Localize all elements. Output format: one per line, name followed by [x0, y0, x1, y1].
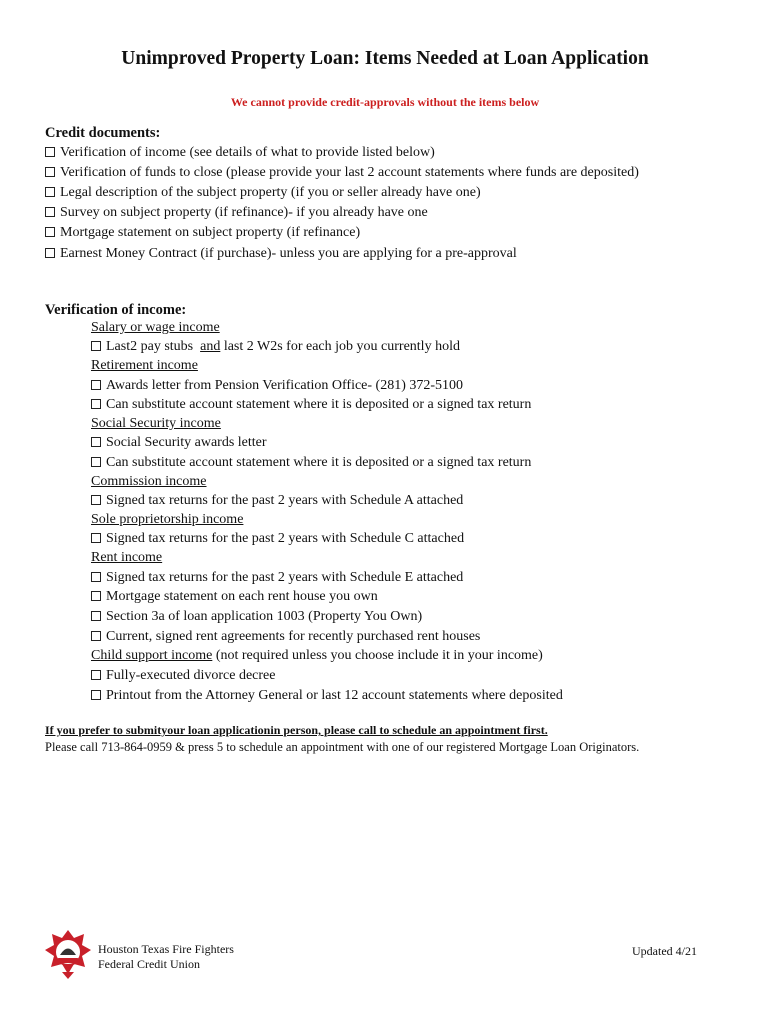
- checklist-item: Earnest Money Contract (if purchase)- unless you are applying for a pre-approval: [45, 246, 517, 262]
- category-salary: Salary or wage income: [91, 320, 220, 335]
- checkbox-icon[interactable]: [91, 631, 101, 641]
- checklist-item: Verification of income (see details of what to provide listed below): [45, 145, 435, 161]
- checkbox-icon[interactable]: [91, 495, 101, 505]
- category-commission: Commission income: [91, 474, 207, 489]
- checkbox-icon[interactable]: [91, 591, 101, 601]
- checklist-item: Awards letter from Pension Verification Office- (281) 372-5100: [91, 378, 463, 394]
- checkbox-icon[interactable]: [91, 572, 101, 582]
- checklist-item: Can substitute account statement where it is deposited or a signed tax return: [91, 455, 531, 471]
- checkbox-icon[interactable]: [45, 187, 55, 197]
- checklist-item: Survey on subject property (if refinance)- if you already have one: [45, 205, 428, 221]
- checkbox-icon[interactable]: [45, 207, 55, 217]
- checklist-item: Legal description of the subject property (if you or seller already have one): [45, 185, 481, 201]
- call-instructions: Please call 713-864-0959 & press 5 to schedule an appointment with one of our registered Mortgage Loan Originators.: [45, 740, 640, 754]
- checkbox-icon[interactable]: [91, 533, 101, 543]
- checklist-item: Fully-executed divorce decree: [91, 668, 275, 684]
- checkbox-icon[interactable]: [91, 670, 101, 680]
- checklist-item: Section 3a of loan application 1003 (Property You Own): [91, 609, 422, 625]
- checkbox-icon[interactable]: [45, 227, 55, 237]
- checklist-item: Verification of funds to close (please provide your last 2 account statements where funds are deposited): [45, 165, 639, 181]
- category-social-security: Social Security income: [91, 416, 221, 431]
- checklist-item: Can substitute account statement where it is deposited or a signed tax return: [91, 397, 531, 413]
- fire-fighters-logo-icon: [44, 928, 92, 980]
- checkbox-icon[interactable]: [45, 147, 55, 157]
- checkbox-icon[interactable]: [91, 457, 101, 467]
- checkbox-icon[interactable]: [45, 167, 55, 177]
- checklist-item: Signed tax returns for the past 2 years with Schedule E attached: [91, 570, 463, 586]
- checklist-item: Current, signed rent agreements for recently purchased rent houses: [91, 629, 480, 645]
- warning-note: We cannot provide credit-approvals without the items below: [230, 95, 540, 109]
- page-title: Unimproved Property Loan: Items Needed at Loan Application: [121, 48, 649, 69]
- checkbox-icon[interactable]: [91, 341, 101, 351]
- checkbox-icon[interactable]: [45, 248, 55, 258]
- organization-name: Houston Texas Fire Fighters Federal Credit Union: [98, 942, 234, 971]
- checkbox-icon[interactable]: [91, 380, 101, 390]
- checklist-item: Printout from the Attorney General or last 12 account statements where deposited: [91, 688, 563, 704]
- checkbox-icon[interactable]: [91, 437, 101, 447]
- checkbox-icon[interactable]: [91, 611, 101, 621]
- checklist-item: Mortgage statement on subject property (if refinance): [45, 225, 360, 241]
- checklist-item: Mortgage statement on each rent house you own: [91, 589, 378, 605]
- updated-date: Updated 4/21: [632, 944, 697, 958]
- category-child-support: Child support income (not required unless you choose include it in your income): [91, 648, 543, 663]
- checklist-item: Signed tax returns for the past 2 years with Schedule C attached: [91, 531, 464, 547]
- checklist-item: Social Security awards letter: [91, 435, 267, 451]
- category-retirement: Retirement income: [91, 358, 198, 373]
- credit-heading: Credit documents:: [45, 125, 161, 141]
- income-heading: Verification of income:: [45, 302, 187, 318]
- category-rent: Rent income: [91, 550, 163, 565]
- appointment-note: If you prefer to submityour loan applicationin person, please call to schedule an appointment first.: [45, 723, 548, 737]
- checklist-item: Last2 pay stubs and last 2 W2s for each job you currently hold: [91, 339, 460, 355]
- checkbox-icon[interactable]: [91, 690, 101, 700]
- category-sole-proprietorship: Sole proprietorship income: [91, 512, 244, 527]
- checkbox-icon[interactable]: [91, 399, 101, 409]
- checklist-item: Signed tax returns for the past 2 years with Schedule A attached: [91, 493, 463, 509]
